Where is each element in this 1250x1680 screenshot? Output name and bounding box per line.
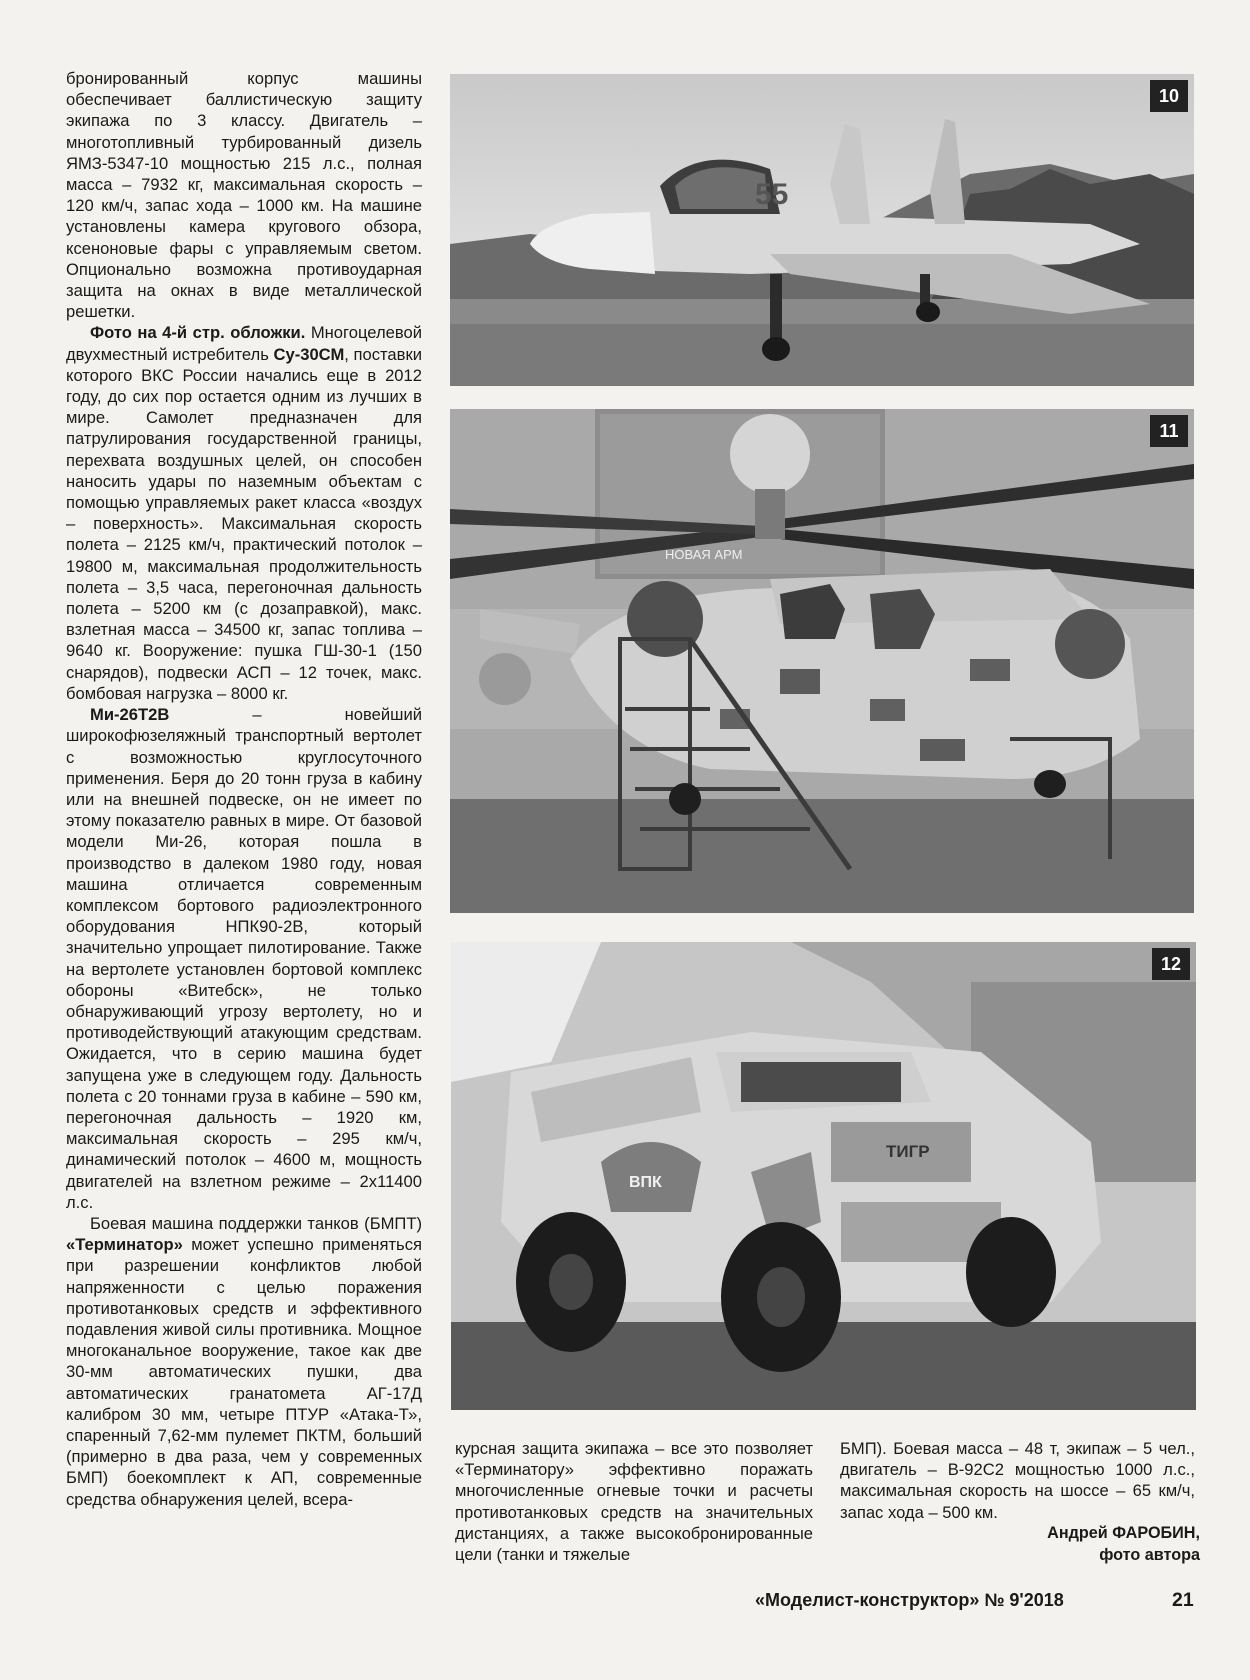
right-text-column xyxy=(840,1438,1195,1523)
svg-text:55: 55 xyxy=(755,178,789,211)
tigr-illustration xyxy=(451,942,1196,1410)
helicopter-illustration xyxy=(450,409,1194,913)
su30sm-name: Су-30СМ xyxy=(273,344,345,364)
terminator-name: «Терминатор» xyxy=(66,1235,183,1255)
photo-su30sm xyxy=(450,74,1194,386)
photo-number-11: 11 xyxy=(1150,415,1188,447)
author-credit xyxy=(960,1522,1200,1566)
paragraph-terminator xyxy=(66,1213,422,1510)
paragraph-tigr-continued: бронированный корпус машины обеспечивает баллистическую защиту экипажа по 3 классу. Двигатель – многотопливный турбированный дизель ЯМЗ-5347-10 мощностью 215 л.с., полная масса – 7932 кг, максимальная скорость – 120 км/ч, запас хода – 1000 км. На машине установлены камера кругового обзора, ксеноновые фары с управляемым светом. Опционально возможна противоударная защита на окнах в виде металлической решетки. xyxy=(66,69,422,322)
photo-credit: фото автора xyxy=(1099,1546,1200,1564)
cover-photo-lead: Фото на 4-й стр. обложки. xyxy=(90,323,306,343)
author-name: Андрей ФАРОБИН, xyxy=(1047,1524,1200,1542)
photo-number-10: 10 xyxy=(1150,80,1188,112)
mi26t2v-name: Ми-26Т2В xyxy=(90,705,170,725)
vpk-badge: ВПК xyxy=(629,1174,662,1191)
su30sm-illustration xyxy=(450,74,1194,386)
paragraph-mi26t2v xyxy=(66,704,422,1213)
text-span: , поставки которого ВКС России начались еще в 2012 году, до сих пор остается одним из лучших в мире. Самолет предназначен для патрулирования государственной границы, перехвата воздушных целей, он способен наносить удары по наземным объектам с помощью управляемых ракет класса «воздух – поверхность». Максимальная скорость полета – 2125 км/ч, практический потолок – 19800 м, максимальная продолжительность полета – 3,5 часа, перегоночная дальность полета – 5200 км (с дозаправкой), макс. взлетная масса – 34500 кг, запас топлива – 9640 кг. Вооружение: пушка ГШ-30-1 (150 снарядов), подвески АСП – 12 точек, макс. бомбовая нагрузка – 8000 кг. xyxy=(66,344,422,703)
paragraph-terminator-end: БМП). Боевая масса – 48 т, экипаж – 5 чел., двигатель – В-92С2 мощностью 1000 л.с., максимальная скорость на шоссе – 65 км/ч, запас хода – 500 км. xyxy=(840,1439,1195,1522)
paragraph-terminator-continued: курсная защита экипажа – все это позволяет «Терминатору» эффективно поражать многочисленные огневые точки и расчеты противотанковых средств на значительных дистанциях, а также высокобронированные цели (танки и тяжелые xyxy=(455,1439,813,1565)
text-span: может успешно применяться при разрешении конфликтов любой напряженности с целью поражения противотанковых средств и эффективного подавления живой силы противника. Мощное многоканальное вооружение, такое как две 30-мм автоматических пушки, два автоматических гранатомета АГ-17Д калибром 30 мм, четыре ПТУР «Атака-Т», спаренный 7,62-мм пулемет ПКТМ, больший (примерно в два раза, чем у современных БМП) боекомплект к АП, современные средства обнаружения целей, всера- xyxy=(66,1235,422,1509)
paragraph-su30sm xyxy=(66,322,422,704)
middle-text-column xyxy=(455,1438,813,1565)
sign-text: НОВАЯ АРМ xyxy=(665,547,743,562)
left-text-column xyxy=(66,68,422,1510)
photo-tigr-vehicle xyxy=(451,942,1196,1410)
photo-number-12: 12 xyxy=(1152,948,1190,980)
text-span: Многоцелевой двухместный истребитель xyxy=(66,323,422,364)
text-span: Боевая машина поддержки танков (БМПТ) xyxy=(90,1213,422,1233)
magazine-title: «Моделист-конструктор» № 9'2018 xyxy=(755,1590,1064,1610)
photo-helicopter xyxy=(450,409,1194,913)
page-number: 21 xyxy=(1172,1589,1194,1611)
text-span: – новейший широкофюзеляжный транспортный вертолет с возможностью круглосуточного применения. Беря до 20 тонн груза в кабину или на внешней подвеске, он не имеет по этому показателю равных в мире. От базовой модели Ми-26, которая пошла в производство в далеком 1980 году, новая машина отличается современным комплексом бортового радиоэлектронного оборудования НПК90-2В, который значительно упрощает пилотирование. Также на вертолете установлен бортовой комплекс обороны «Витебск», не только обнаруживающий угрозу вертолету, но и противодействующий атакующим средствам. Ожидается, что в серию машина будет запущена уже в следующем году. Дальность полета с 20 тоннами груза в кабине – 590 км, перегоночная дальность – 1920 км, максимальная скорость – 295 км/ч, динамический потолок – 4600 м, мощность двигателей на взлетном режиме – 2х11400 л.с. xyxy=(66,705,422,1212)
grille-text: ТИГР xyxy=(886,1142,930,1161)
